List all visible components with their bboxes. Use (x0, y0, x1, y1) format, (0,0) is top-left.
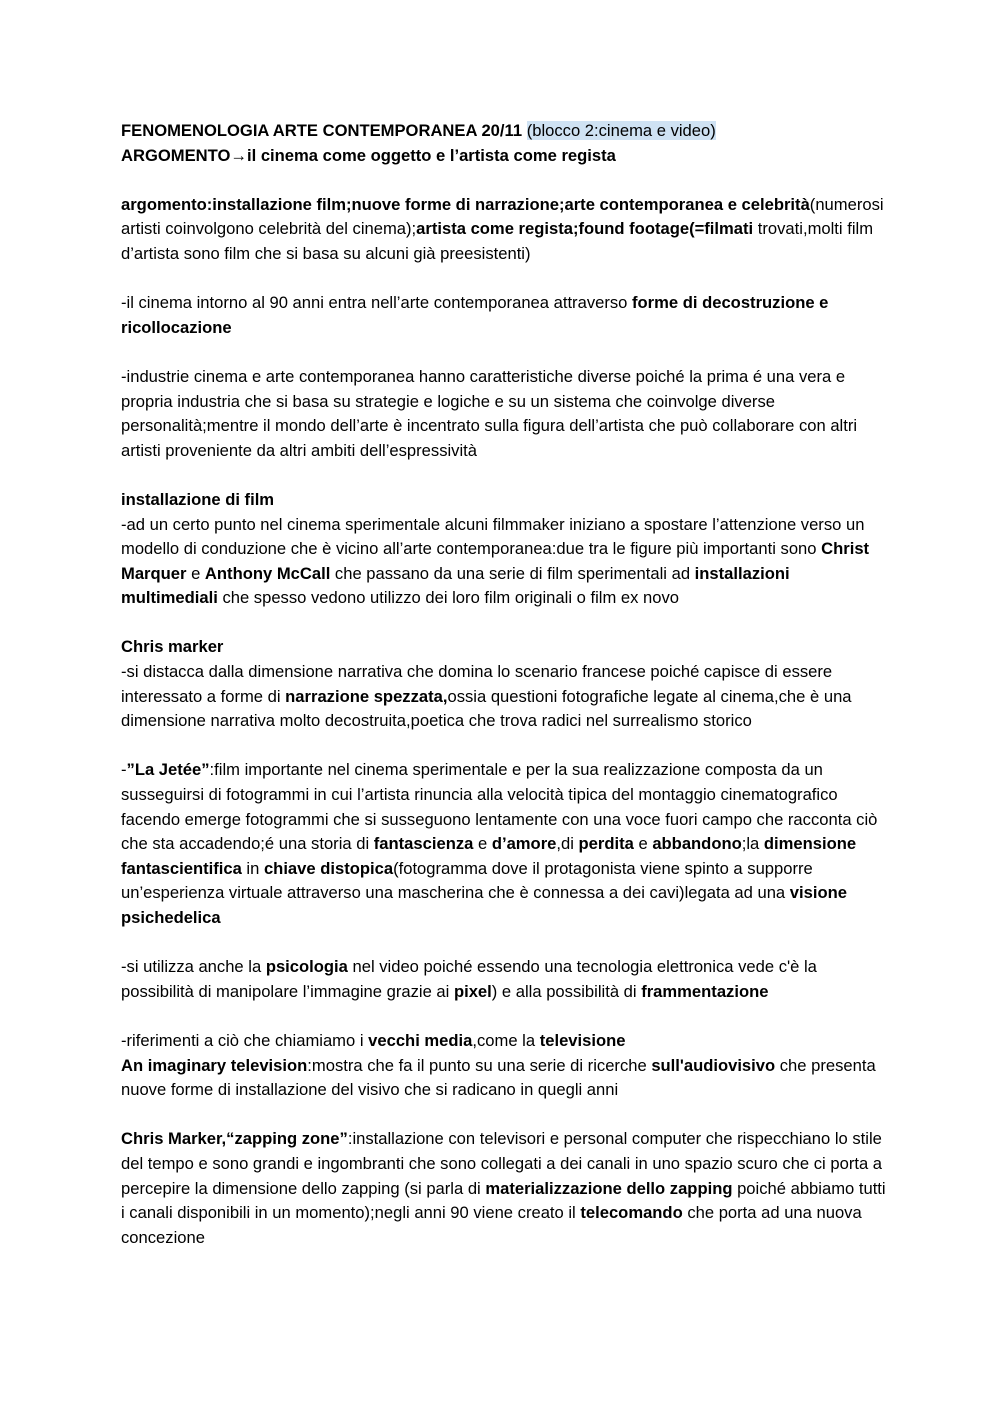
text-run: e (633, 834, 653, 854)
document-title-line (121, 119, 891, 144)
text-run: -riferimenti a ciò che chiamiamo i (121, 1030, 369, 1050)
bold-text-run: forme di decostruzione e ricollocazione (121, 293, 829, 337)
bold-text-run: abbandono (652, 834, 742, 854)
text-run: :film importante nel cinema sperimentale e per la sua realizzazione composta da un susseguirsi di fotogrammi in cui l’artista rinuncia alla velocità tipica del montaggio cinematografico facendo emerge fotogrammi che si susseguono lentamente con una voce fuori campo che racconta ciò che sta accadendo;é una storia di (121, 760, 878, 854)
bold-text-run: psicologia (265, 957, 348, 977)
bold-text-run: frammentazione (641, 981, 769, 1001)
bold-text-run: d’amore (491, 834, 557, 854)
text-run: che passano da una serie di film sperimentali ad (330, 563, 695, 583)
text-run: ,come la (472, 1030, 540, 1050)
paragraph-psicologia (121, 955, 891, 1004)
paragraph-marker-body (121, 660, 891, 734)
text-run: in (241, 858, 264, 878)
paragraph-marker-heading (121, 635, 891, 660)
bold-text-run: Chris marker (121, 637, 224, 657)
text-run: ,di (556, 834, 579, 854)
bold-text-run: chiave distopica (263, 858, 394, 878)
text-run: ossia questioni fotografiche legate al cinema,che è una dimensione narrativa molto decostruita,poetica che trova radici nel surrealismo storico (121, 686, 852, 731)
bold-text-run: telecomando (580, 1203, 683, 1223)
bold-text-run: artista come regista;found footage(=filmati (416, 219, 754, 239)
text-run: :mostra che fa il punto su una serie di ricerche (307, 1055, 652, 1075)
bold-text-run: installazioni multimediali (121, 563, 790, 608)
bold-text-run: Anthony McCall (204, 563, 331, 583)
bold-text-run: installazione di film (121, 489, 275, 509)
bold-text-run: materializzazione dello zapping (485, 1178, 733, 1198)
paragraph-industrie (121, 365, 891, 463)
paragraph-installazione-body (121, 513, 891, 611)
text-run: -si distacca dalla dimensione narrativa che domina lo scenario francese poiché capisce di essere interessato a forme di (121, 662, 833, 706)
bold-text-run: visione psichedelica (121, 883, 847, 927)
bold-text-run: argomento:installazione film;nuove forme di narrazione;arte contemporanea e celebrità (121, 194, 810, 214)
text-run: che spesso vedono utilizzo dei loro film originali o film ex novo (217, 588, 679, 608)
bold-text-run: Chris Marker,“zapping zone” (121, 1129, 348, 1149)
text-run: -industrie cinema e arte contemporanea hanno caratteristiche diverse poiché la prima é una vera e propria industria che si basa su strategie e logiche e su un sistema che coinvolge diverse personalità;mentre il mondo dell’arte è incentrato sulla figura dell’artista che può collaborare con altri artisti proveniente da altri ambiti dell’espressività (121, 366, 858, 460)
bold-text-run: fantascienza (373, 834, 474, 854)
paragraph-jetee (121, 758, 891, 930)
bold-text-run: Christ Marquer (121, 539, 870, 583)
document-title: FENOMENOLOGIA ARTE CONTEMPORANEA 20/11 (121, 121, 523, 140)
text-run: (fotogramma dove il protagonista viene spinto a supporre un’esperienza virtuale attraverso una mascherina che è connessa a dei cavi)legata ad una (121, 858, 813, 903)
document-body (121, 193, 891, 1251)
text-run: che presenta nuove forme di installazione del visivo che si radicano in quegli anni (121, 1055, 876, 1100)
text-run: e (473, 834, 492, 854)
text-run: nel video poiché essendo una tecnologia elettronica vede c'è la possibilità di manipolare l’immagine grazie ai (121, 957, 817, 1001)
text-run: -ad un certo punto nel cinema sperimentale alcuni filmmaker iniziano a spostare l’attenzione verso un modello di conduzione che è vicino all’arte contemporanea:due tra le figure più importanti sono (121, 514, 865, 559)
bold-text-run: An imaginary television (121, 1055, 308, 1075)
paragraph-imaginary-tv (121, 1054, 891, 1103)
bold-text-run: dimensione fantascientifica (121, 834, 857, 878)
text-run: :installazione con televisori e personal computer che rispecchiano lo stile del tempo e sono grandi e ingombranti che sono collegati a dei canali in uno spazio scuro che ci porta a percepire la dimensione dello zapping (si parla di (121, 1129, 883, 1198)
paragraph-media (121, 1029, 891, 1054)
text-run: (numerosi artisti coinvolgono celebrità del cinema); (121, 194, 884, 239)
argomento-text: ARGOMENTO→il cinema come oggetto e l’artista come regista (121, 145, 616, 165)
text-run: poiché abbiamo tutti i canali disponibili in un momento);negli anni 90 viene creato il (121, 1178, 886, 1223)
block-label-highlight: (blocco 2:cinema e video) (526, 121, 716, 140)
bold-text-run: perdita (578, 834, 634, 854)
bold-text-run: pixel (453, 981, 492, 1001)
text-run: che porta ad una nuova concezione (121, 1203, 862, 1247)
text-run: ;la (741, 834, 764, 854)
text-run: -il cinema intorno al 90 anni entra nell’arte contemporanea attraverso (121, 293, 633, 313)
document-page (121, 119, 891, 1275)
bold-text-run: televisione (539, 1030, 626, 1050)
paragraph-topics (121, 193, 891, 267)
paragraph-installazione-heading (121, 488, 891, 513)
paragraph-cinema-90 (121, 291, 891, 340)
text-run: -si utilizza anche la (121, 957, 266, 977)
text-run: ) e alla possibilità di (491, 981, 642, 1001)
bold-text-run: narrazione spezzata, (285, 686, 448, 706)
paragraph-zapping (121, 1127, 891, 1250)
bold-text-run: vecchi media (368, 1030, 473, 1050)
bold-text-run: sull'audiovisivo (651, 1055, 776, 1075)
text-run: trovati,molti film d’artista sono film che si basa su alcuni già preesistenti) (121, 219, 874, 263)
argomento-heading (121, 144, 891, 169)
text-run: - (121, 760, 127, 780)
text-run: e (186, 563, 205, 583)
bold-text-run: ”La Jetée” (126, 760, 210, 780)
